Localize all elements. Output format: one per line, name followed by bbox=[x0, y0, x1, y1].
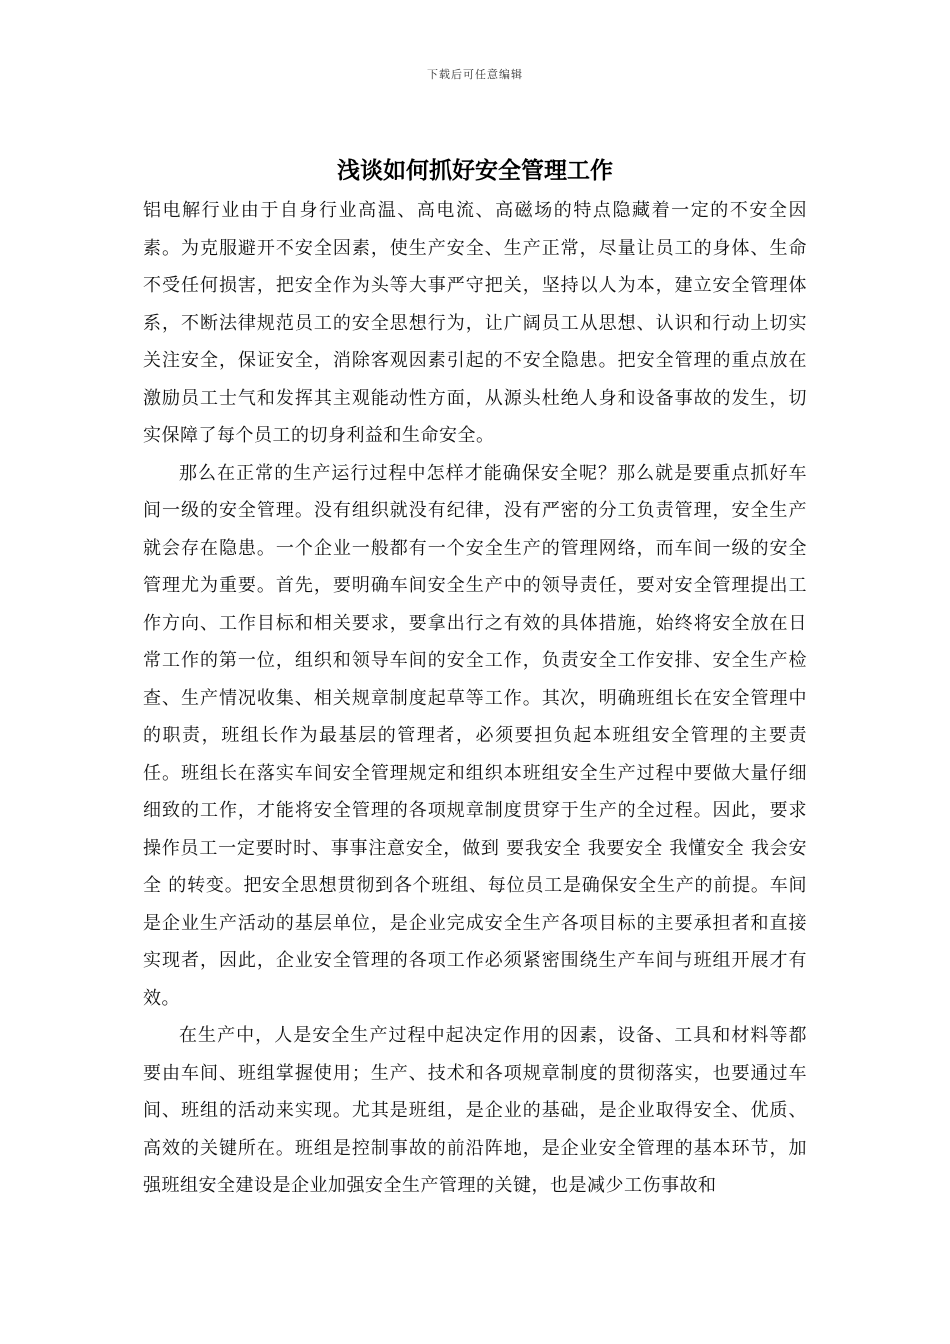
paragraph-2: 那么在正常的生产运行过程中怎样才能确保安全呢？那么就是要重点抓好车间一级的安全管理。没有组织就没有纪律，没有严密的分工负责管理，安全生产就会存在隐患。一个企业一般都有一个安全生产的管理网络，而车间一级的安全管理尤为重要。首先，要明确车间安全生产中的领导责任，要对安全管理提出工作方向、工作目标和相关要求，要拿出行之有效的具体措施，始终将安全放在日常工作的第一位，组织和领导车间的安全工作，负责安全工作安排、安全生产检查、生产情况收集、相关规章制度起草等工作。其次，明确班组长在安全管理中的职责，班组长作为最基层的管理者，必须要担负起本班组安全管理的主要责任。班组长在落实车间安全管理规定和组织本班组安全生产过程中要做大量仔细细致的工作，才能将安全管理的各项规章制度贯穿于生产的全过程。因此，要求操作员工一定要时时、事事注意安全，做到 要我安全 我要安全 我懂安全 我会安全 的转变。把安全思想贯彻到各个班组、每位员工是确保安全生产的前提。车间是企业生产活动的基层单位，是企业完成安全生产各项目标的主要承担者和直接实现者，因此，企业安全管理的各项工作必须紧密围绕生产车间与班组开展才有效。 bbox=[143, 462, 807, 1009]
paragraph-1: 铝电解行业由于自身行业高温、高电流、高磁场的特点隐藏着一定的不安全因素。为克服避开不安全因素，使生产安全、生产正常，尽量让员工的身体、生命不受任何损害，把安全作为头等大事严守把关，坚持以人为本，建立安全管理体系，不断法律规范员工的安全思想行为，让广阔员工从思想、认识和行动上切实关注安全，保证安全，消除客观因素引起的不安全隐患。把安全管理的重点放在激励员工士气和发挥其主观能动性方面，从源头杜绝人身和设备事故的发生，切实保障了每个员工的切身利益和生命安全。 bbox=[143, 200, 807, 446]
document-title: 浅谈如何抓好安全管理工作 bbox=[337, 157, 613, 184]
document-body bbox=[143, 192, 807, 1205]
header-note: 下载后可任意编辑 bbox=[427, 68, 523, 81]
paragraph-3: 在生产中，人是安全生产过程中起决定作用的因素，设备、工具和材料等都要由车间、班组掌握使用；生产、技术和各项规章制度的贯彻落实，也要通过车间、班组的活动来实现。尤其是班组，是企业的基础，是企业取得安全、优质、高效的关键所在。班组是控制事故的前沿阵地，是企业安全管理的基本环节，加强班组安全建设是企业加强安全生产管理的关键，也是减少工伤事故和 bbox=[143, 1025, 807, 1196]
